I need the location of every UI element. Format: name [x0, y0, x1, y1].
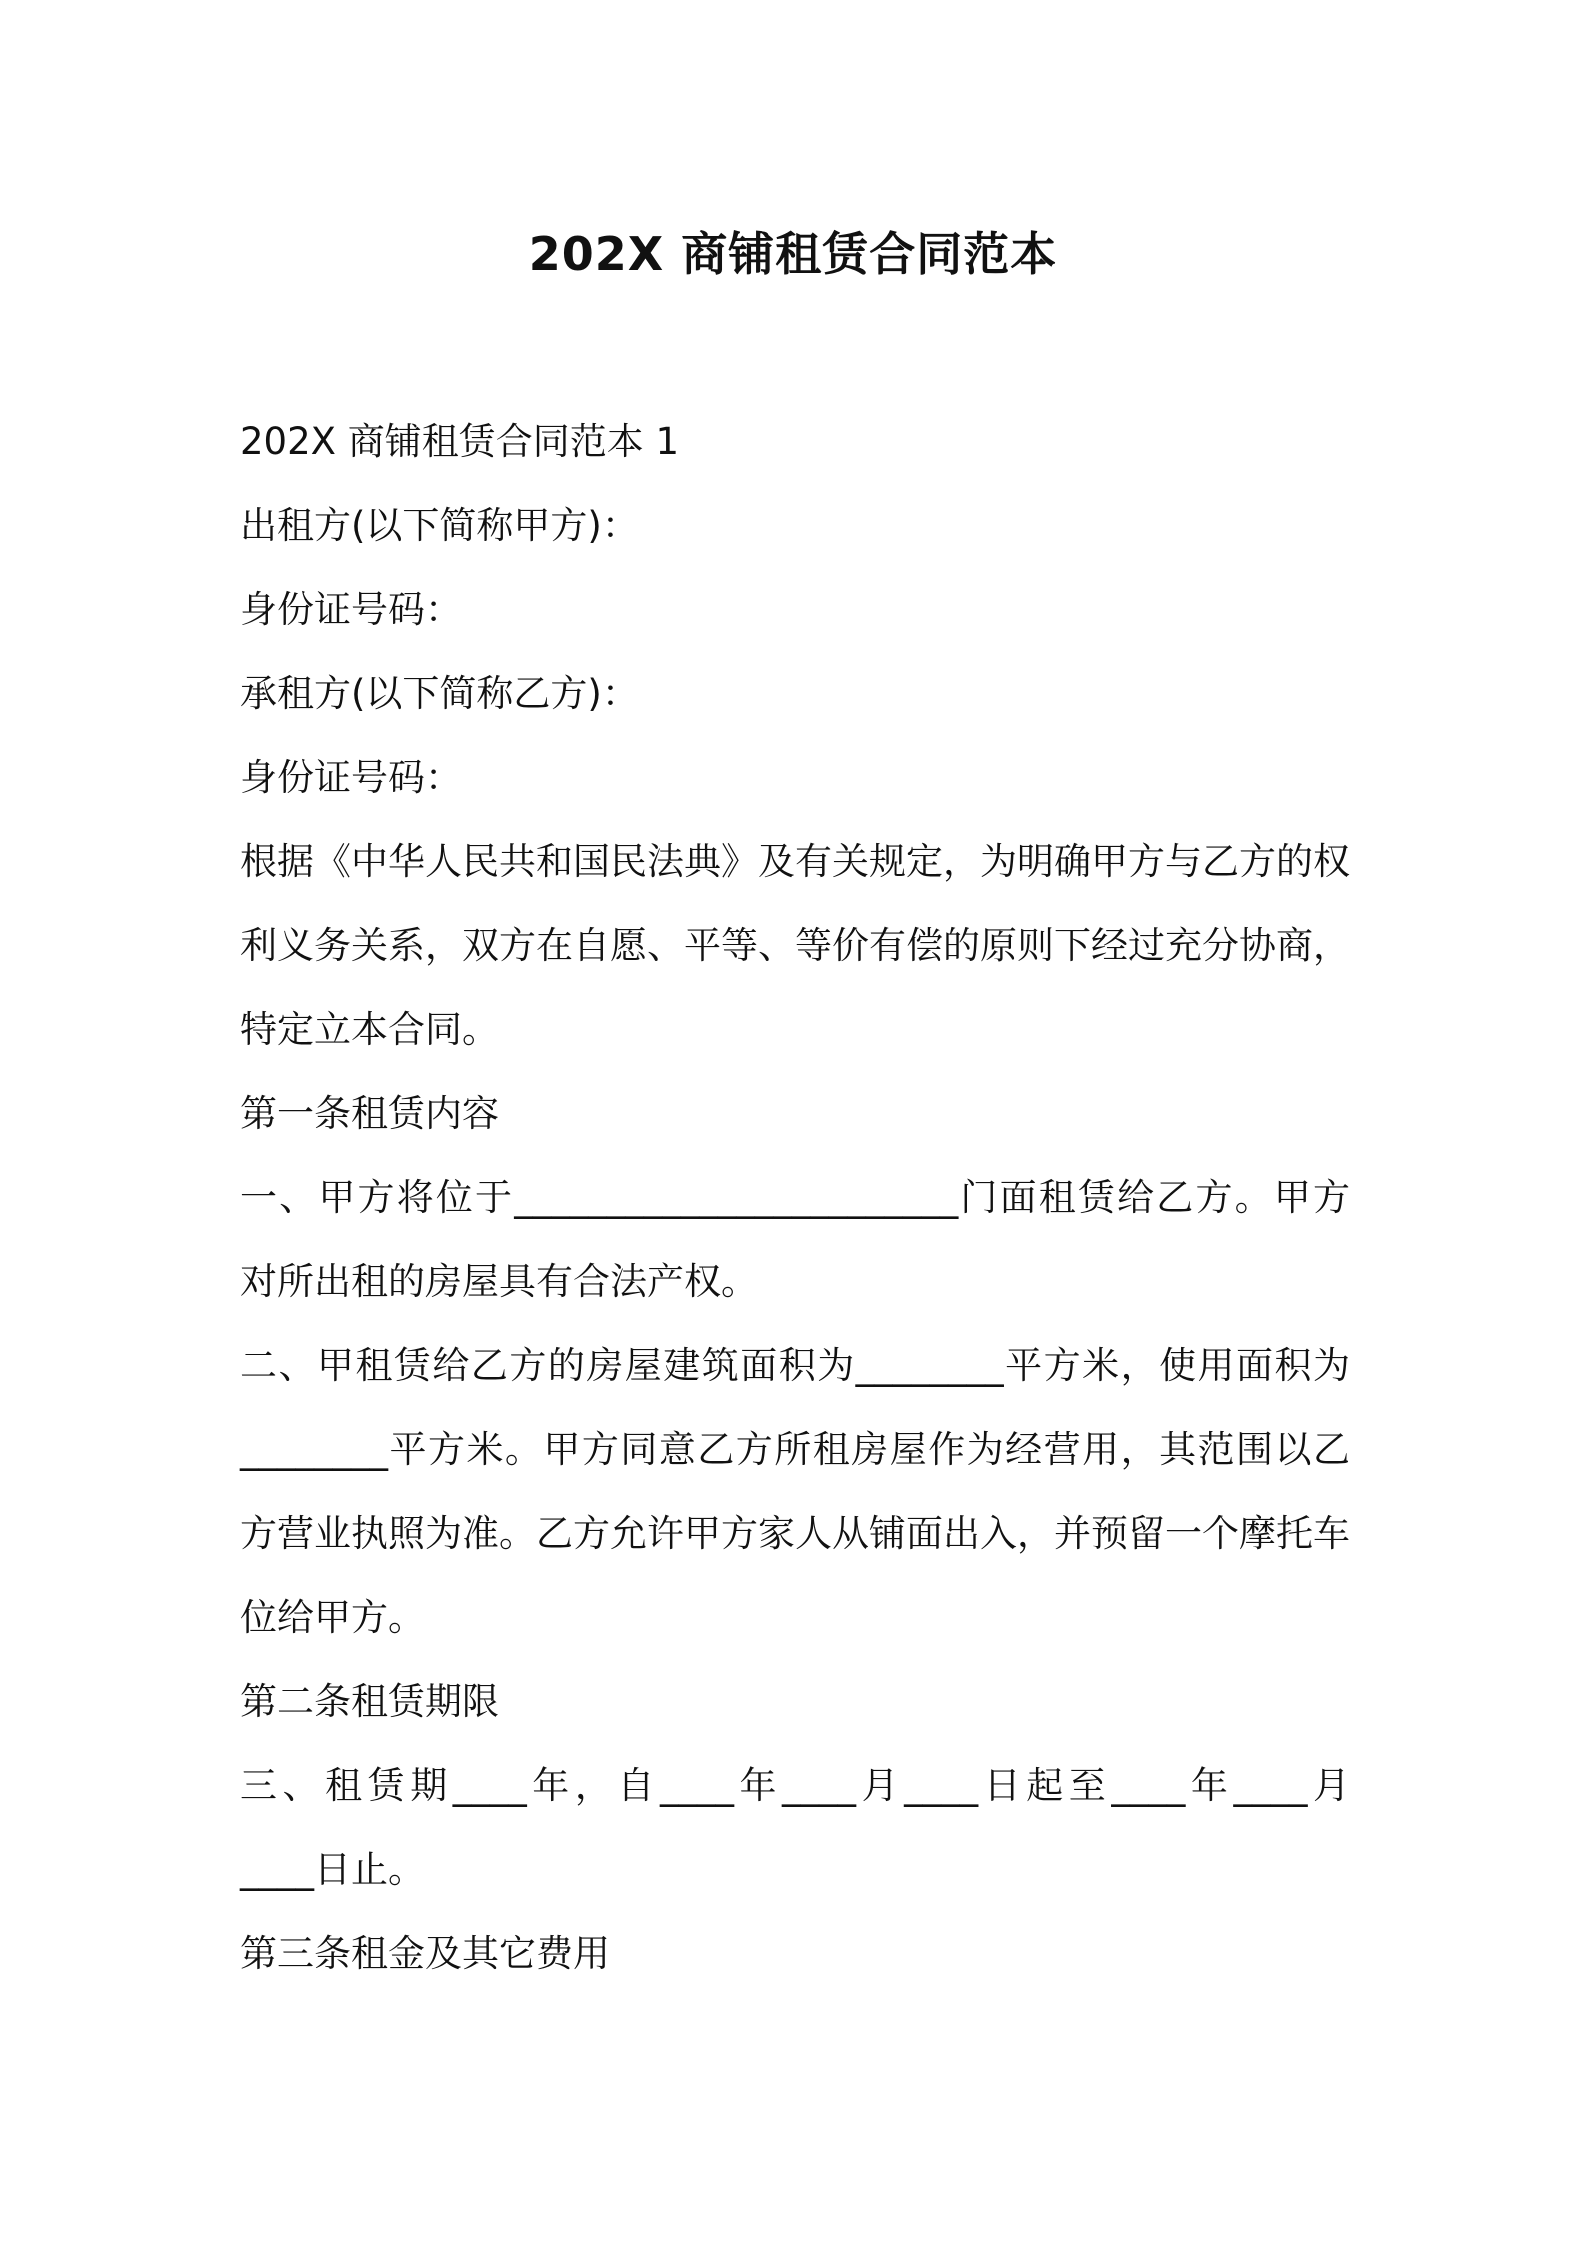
- preamble-line-1: 根据《中华人民共和国民法典》及有关规定，为明确甲方与乙方的权: [240, 840, 1350, 883]
- document-subtitle: 202X 商铺租赁合同范本 1: [240, 420, 680, 463]
- clause-2-line-1: 二、甲租赁给乙方的房屋建筑面积为________平方米，使用面积为: [240, 1344, 1350, 1387]
- clause-2-line-4: 位给甲方。: [240, 1596, 425, 1639]
- article-3-heading: 第三条租金及其它费用: [240, 1932, 610, 1975]
- lessee-line: 承租方(以下简称乙方)：: [240, 672, 639, 715]
- lessor-line: 出租方(以下简称甲方)：: [240, 504, 639, 547]
- lessor-id-line: 身份证号码：: [240, 588, 462, 631]
- clause-3-line-1: 三、租赁期____年，自____年____月____日起至____年____月: [240, 1764, 1350, 1807]
- clause-2-line-2: ________平方米。甲方同意乙方所租房屋作为经营用，其范围以乙: [240, 1428, 1350, 1471]
- preamble-line-3: 特定立本合同。: [240, 1008, 499, 1051]
- clause-3-line-2: ____日止。: [240, 1848, 425, 1891]
- article-2-heading: 第二条租赁期限: [240, 1680, 499, 1723]
- clause-1-line-2: 对所出租的房屋具有合法产权。: [240, 1260, 758, 1303]
- preamble-line-2: 利义务关系，双方在自愿、平等、等价有偿的原则下经过充分协商，: [240, 924, 1350, 967]
- article-1-heading: 第一条租赁内容: [240, 1092, 499, 1135]
- document-title: 202X 商铺租赁合同范本: [528, 227, 1058, 281]
- lessee-id-line: 身份证号码：: [240, 756, 462, 799]
- clause-1-line-1: 一、甲方将位于________________________门面租赁给乙方。甲方: [240, 1176, 1350, 1219]
- clause-2-line-3: 方营业执照为准。乙方允许甲方家人从铺面出入，并预留一个摩托车: [240, 1512, 1350, 1555]
